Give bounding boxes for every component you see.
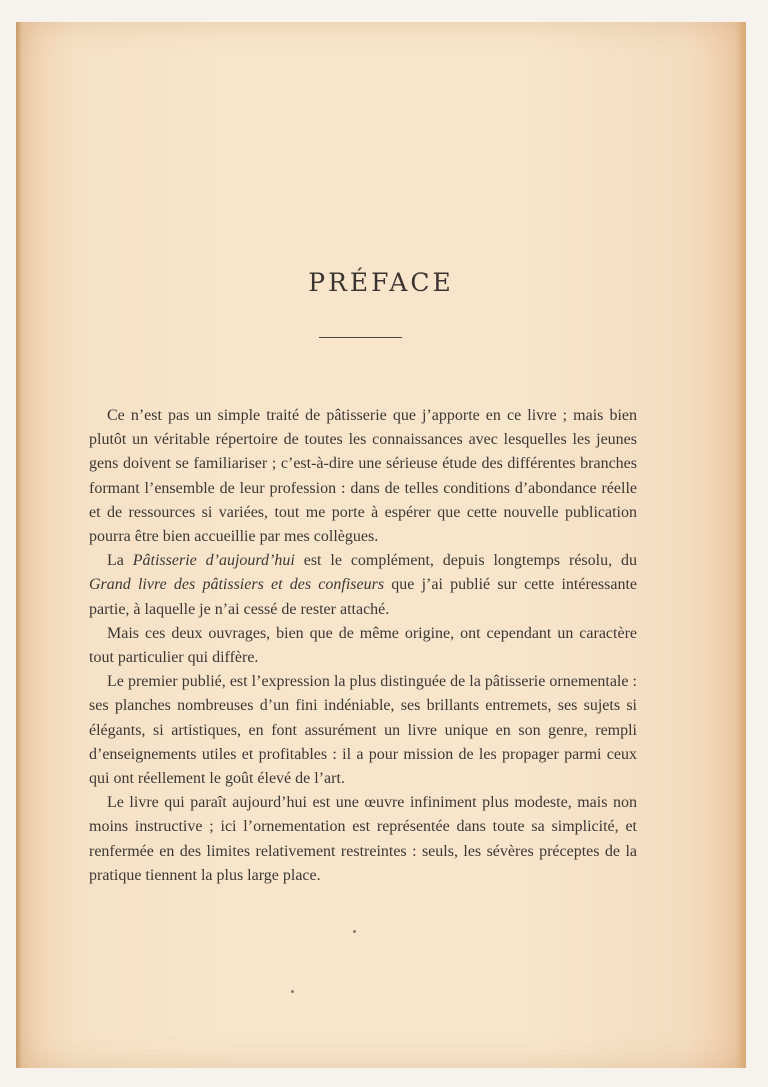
page-right-edge: [736, 22, 746, 1068]
preface-paragraph: [89, 670, 637, 791]
paragraph-text: est le complément, depuis longtemps résolu, du: [294, 552, 637, 570]
paragraph-text: Mais ces deux ouvrages, bien que de même origine, ont cependant un caractère tout particulier qui diffère.: [89, 624, 637, 667]
page-title: PRÉFACE: [308, 268, 454, 297]
page-left-edge: [16, 22, 22, 1068]
paper-speck: [353, 930, 356, 933]
paragraph-text: que j’ai publié sur cette intéressante partie, à laquelle je n’ai cessé de rester attaché.: [89, 576, 638, 618]
preface-paragraph: [89, 404, 637, 549]
paper-speck: [291, 990, 294, 993]
italic-book-title: Pâtisserie d’aujourd’hui: [132, 552, 295, 570]
book-page: [16, 22, 746, 1068]
paragraph-text: Ce n’est pas un simple traité de pâtisserie que j’apporte en ce livre ; mais bien plutôt un véritable répertoire de toutes les connaissances avec lesquelles les jeunes gens doivent se familiariser ; c’est-à-dire une sérieuse étude des différentes branches formant l’ensemble de leur profession : dans de telles conditions d’abondance réelle et de ressources si variées, tout me porte à espérer que cette nouvelle publication pourra être bien accueillie par mes collègues.: [89, 407, 637, 546]
paragraph-text: Le livre qui paraît aujourd’hui est une œuvre infiniment plus modeste, mais non moins instructive ; ici l’ornementation est représentée dans toute sa simplicité, et renfermée en des limites relativement restreintes : seuls, les sévères préceptes de la pratique tiennent la plus large place.: [89, 794, 637, 884]
preface-paragraph: [89, 549, 637, 622]
paragraph-text: Le premier publié, est l’expression la plus distinguée de la pâtisserie ornementale : ses planches nombreuses d’un fini indéniable, ses brillants entremets, ses sujets si élégants, si artistiques, en font assurément un livre unique en son genre, rempli d’enseignements utiles et profitables : il a pour mission de les propager parmi ceux qui ont réellement le goût élevé de l’art.: [89, 673, 637, 788]
paragraph-text: La: [107, 552, 133, 570]
preface-paragraph: [89, 791, 637, 888]
italic-book-title: Grand livre des pâtissiers et des confiseurs: [89, 576, 385, 594]
title-rule: [319, 337, 402, 338]
preface-body: [89, 404, 637, 888]
preface-paragraph: [89, 622, 637, 670]
